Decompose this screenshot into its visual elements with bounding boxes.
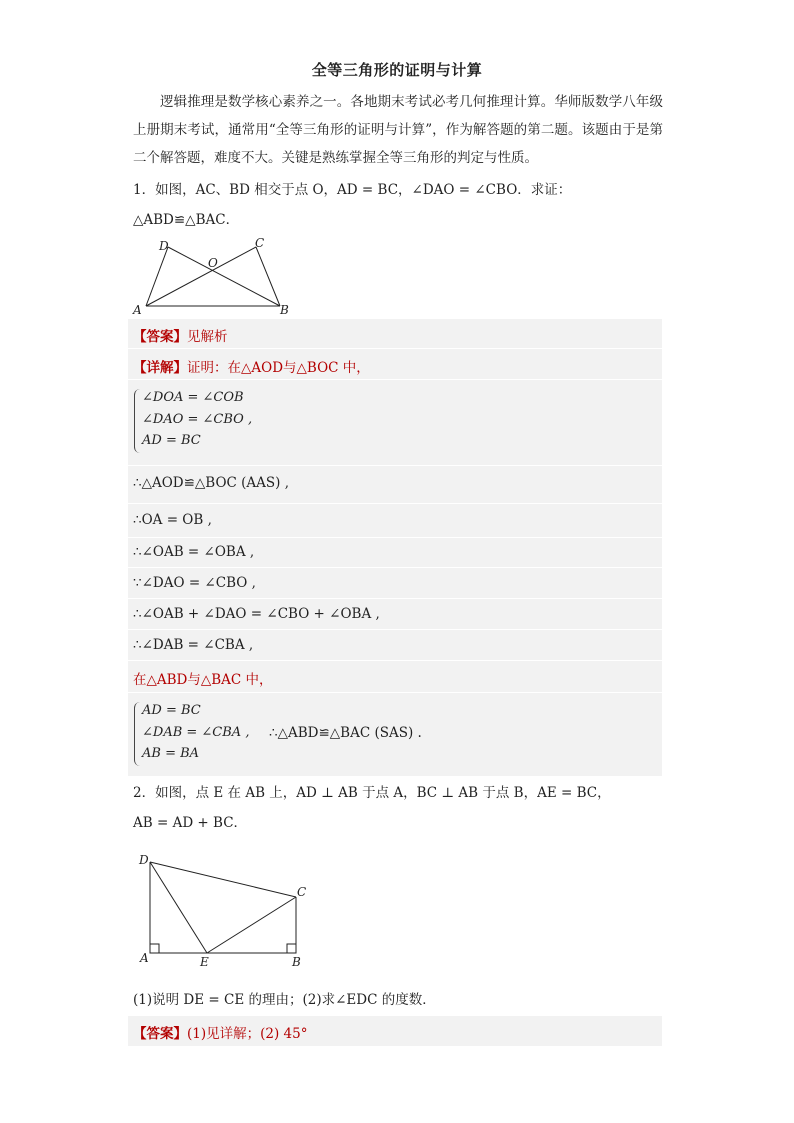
q1-answer bbox=[133, 325, 228, 345]
intro-paragraph: 逻辑推理是数学核心素养之一。各地期末考试必考几何推理计算。华师版数学八年级上册期末考试，通常用“全等三角形的证明与计算”，作为解答题的第二题。该题由于是第二个解答题，难度不大。关键是熟练掌握全等三角形的判定与性质。 bbox=[133, 94, 663, 166]
step-line: ∴∠DAB = ∠CBA , bbox=[133, 637, 254, 653]
q2-answer bbox=[133, 1022, 307, 1042]
step-line: ∴∠OAB = ∠OBA , bbox=[133, 544, 255, 560]
system-2-row: AB = BA bbox=[142, 746, 200, 761]
page-title: 全等三角形的证明与计算 bbox=[311, 61, 483, 79]
system-1-row: AD = BC bbox=[142, 433, 201, 448]
system-1-row: ∠DOA = ∠COB bbox=[142, 390, 244, 405]
answer-tag: 【答案】 bbox=[133, 329, 187, 345]
system-1-row: ∠DAO = ∠CBO , bbox=[142, 411, 253, 427]
label-A: A bbox=[133, 303, 142, 317]
answer-text: (1)见详解；(2) 45° bbox=[187, 1026, 308, 1042]
q1-figure bbox=[128, 234, 298, 318]
answer-tag: 【答案】 bbox=[133, 1026, 187, 1042]
brace-2 bbox=[134, 702, 140, 766]
q2-statement-cont: AB = AD + BC． bbox=[133, 815, 248, 831]
label-D: D bbox=[139, 853, 149, 867]
q2-statement: 2．如图，点 E 在 AB 上，AD ⊥ AB 于点 A，BC ⊥ AB 于点 B，AE = BC， bbox=[133, 785, 611, 801]
label-O: O bbox=[208, 256, 218, 270]
sas-conclusion: ∴△ABD≌△BAC (SAS) . bbox=[269, 725, 422, 741]
system-2-row: AD = BC bbox=[142, 703, 201, 718]
answer-text: 见解析 bbox=[187, 329, 228, 345]
brace-1 bbox=[134, 389, 140, 453]
step-line: ∴OA = OB , bbox=[133, 512, 212, 528]
label-E: E bbox=[200, 955, 209, 969]
q2-figure bbox=[130, 848, 320, 973]
step-line: ∴∠OAB + ∠DAO = ∠CBO + ∠OBA , bbox=[133, 606, 380, 622]
detail-tag: 【详解】 bbox=[133, 360, 187, 376]
system-2 bbox=[142, 703, 249, 768]
step-line: ∵∠DAO = ∠CBO , bbox=[133, 575, 256, 591]
step-line: ∴△AOD≌△BOC (AAS) , bbox=[133, 475, 290, 491]
label-C: C bbox=[297, 885, 307, 899]
label-B: B bbox=[280, 303, 289, 317]
q2-question: (1)说明 DE = CE 的理由；(2)求∠EDC 的度数． bbox=[133, 992, 436, 1008]
detail-intro: 证明：在△AOD与△BOC 中， bbox=[187, 360, 370, 376]
q1-detail bbox=[133, 356, 370, 376]
label-A: A bbox=[140, 951, 149, 965]
q1-statement: 1．如图，AC、BD 相交于点 O，AD = BC，∠DAO = ∠CBO．求证： bbox=[133, 182, 572, 198]
step-line: 在△ABD与△BAC 中， bbox=[133, 672, 273, 688]
system-2-row: ∠DAB = ∠CBA , bbox=[142, 724, 250, 740]
label-B: B bbox=[292, 955, 301, 969]
q1-statement-cont: △ABD≌△BAC． bbox=[133, 212, 240, 228]
system-1 bbox=[142, 390, 252, 455]
label-D: D bbox=[159, 239, 169, 253]
label-C: C bbox=[255, 236, 265, 250]
